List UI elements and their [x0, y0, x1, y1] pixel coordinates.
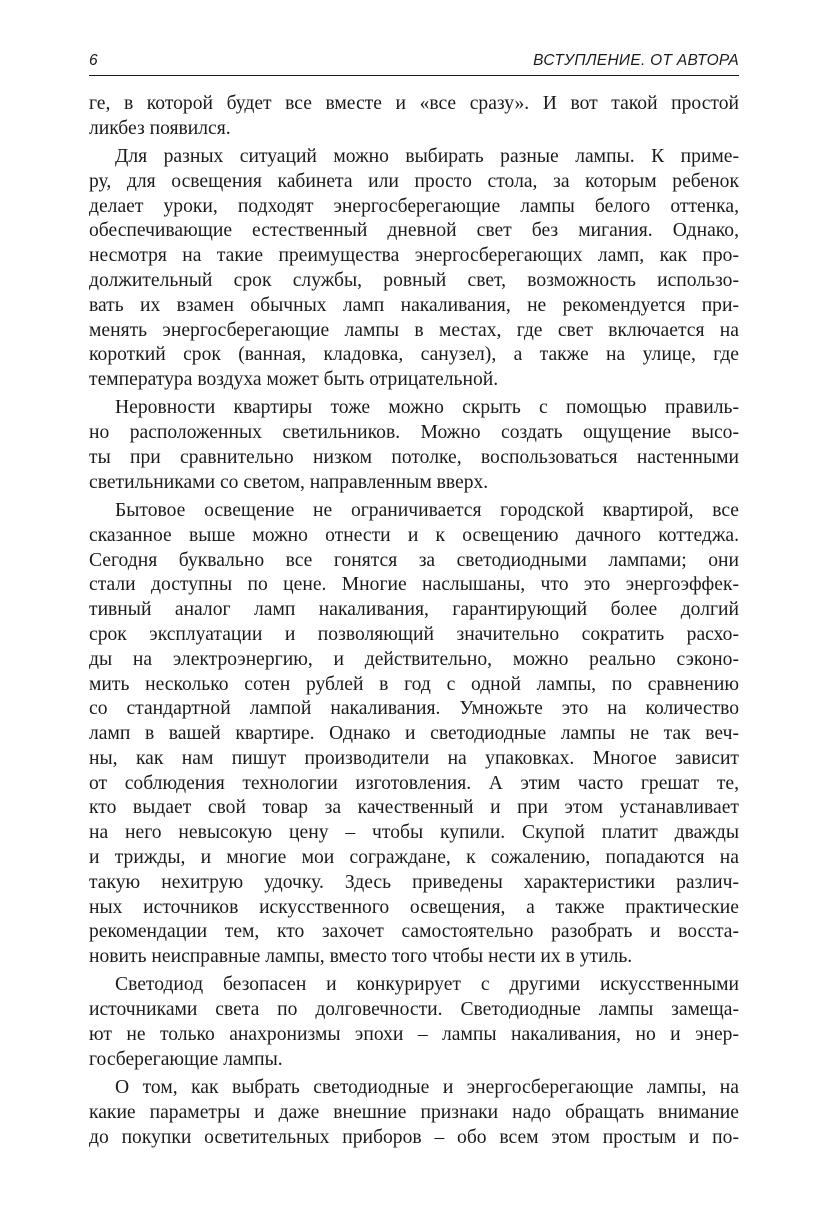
- text-line: Неровности квартиры тоже можно скрыть с помощью правиль-: [115, 397, 739, 419]
- text-line: должительный срок службы, ровный свет, возможность использо-: [89, 269, 739, 291]
- text-line: от соблюдения технологии изготовления. А этим часто грешат те,: [89, 772, 739, 794]
- text-line: ликбез появился.: [89, 117, 231, 139]
- body-text: [89, 92, 739, 1154]
- text-line: Сегодня буквально все гонятся за светодиодными лампами; они: [89, 549, 739, 571]
- paragraph: [89, 145, 739, 393]
- text-line: ты при сравнительно низком потолке, воспользоваться настенными: [89, 446, 739, 468]
- paragraph: [89, 973, 739, 1072]
- text-line: и трижды, и многие мои сограждане, к сожалению, попадаются на: [89, 847, 739, 869]
- text-line: вать их взамен обычных ламп накаливания, не рекомендуется при-: [89, 294, 739, 316]
- text-line: на него невысокую цену – чтобы купили. Скупой платит дважды: [89, 822, 739, 844]
- text-line: до покупки осветительных приборов – обо всем этом простым и по-: [89, 1126, 739, 1148]
- text-line: мить несколько сотен рублей в год с одной лампы, по сравнению: [89, 673, 739, 695]
- text-line: со стандартной лампой накаливания. Умножьте это на количество: [89, 698, 739, 720]
- running-head: [89, 52, 739, 74]
- text-line: какие параметры и даже внешние признаки надо обращать внимание: [89, 1101, 739, 1123]
- text-line: рекомендации тем, кто захочет самостоятельно разобрать и восста-: [89, 921, 739, 943]
- text-line: ют не только анахронизмы эпохи – лампы накаливания, но и энер-: [89, 1024, 739, 1046]
- text-line: светильниками со светом, направленным вверх.: [89, 471, 489, 493]
- text-line: температура воздуха может быть отрицательной.: [89, 369, 499, 391]
- text-line: источниками света по долговечности. Светодиодные лампы замеща-: [89, 999, 739, 1021]
- paragraph: [89, 499, 739, 970]
- header-rule: [89, 75, 739, 76]
- text-line: обеспечивающие естественный дневной свет без мигания. Однако,: [89, 220, 739, 242]
- text-line: О том, как выбрать светодиодные и энергосберегающие лампы, на: [115, 1077, 739, 1099]
- text-line: тивный аналог ламп накаливания, гарантирующий более долгий: [89, 599, 739, 621]
- text-line: такую нехитрую удочку. Здесь приведены характеристики различ-: [89, 871, 739, 893]
- paragraph: [89, 92, 739, 142]
- text-line: но расположенных светильников. Можно создать ощущение высо-: [89, 422, 739, 444]
- text-line: стали доступны по цене. Многие наслышаны, что это энергоэффек-: [89, 574, 739, 596]
- paragraph: [89, 396, 739, 495]
- text-line: срок эксплуатации и позволяющий значительно сократить расхо-: [89, 623, 739, 645]
- text-line: несмотря на такие преимущества энергосберегающих ламп, как про-: [89, 245, 739, 267]
- paragraph: [89, 1076, 739, 1150]
- text-line: ды на электроэнергию, и действительно, можно реально сэконо-: [89, 648, 739, 670]
- text-line: Бытовое освещение не ограничивается городской квартирой, все: [115, 499, 739, 521]
- text-line: делает уроки, подходят энергосберегающие лампы белого оттенка,: [89, 195, 739, 217]
- text-line: ламп в вашей квартире. Однако и светодиодные лампы не так веч-: [89, 723, 739, 745]
- text-line: короткий срок (ванная, кладовка, санузел), а также на улице, где: [89, 344, 739, 366]
- text-line: менять энергосберегающие лампы в местах, где свет включается на: [89, 319, 739, 341]
- text-line: ру, для освещения кабинета или просто стола, за которым ребенок: [89, 170, 739, 192]
- text-line: ге, в которой будет все вместе и «все сразу». И вот такой простой: [89, 93, 739, 114]
- text-line: Светодиод безопасен и конкурирует с другими искусственными: [115, 974, 739, 996]
- text-line: ны, как нам пишут производители на упаковках. Многое зависит: [89, 747, 739, 769]
- text-line: кто выдает свой товар за качественный и при этом устанавливает: [89, 797, 739, 819]
- text-line: сказанное выше можно отнести и к освещению дачного коттеджа.: [89, 524, 739, 546]
- text-line: новить неисправные лампы, вместо того чтобы нести их в утиль.: [89, 946, 633, 968]
- text-line: Для разных ситуаций можно выбирать разные лампы. К приме-: [115, 145, 739, 167]
- text-line: госберегающие лампы.: [89, 1048, 283, 1070]
- section-title: ВСТУПЛЕНИЕ. ОТ АВТОРА: [533, 52, 739, 69]
- text-line: ных источников искусственного освещения, а также практические: [89, 896, 739, 918]
- page-number: 6: [89, 52, 98, 69]
